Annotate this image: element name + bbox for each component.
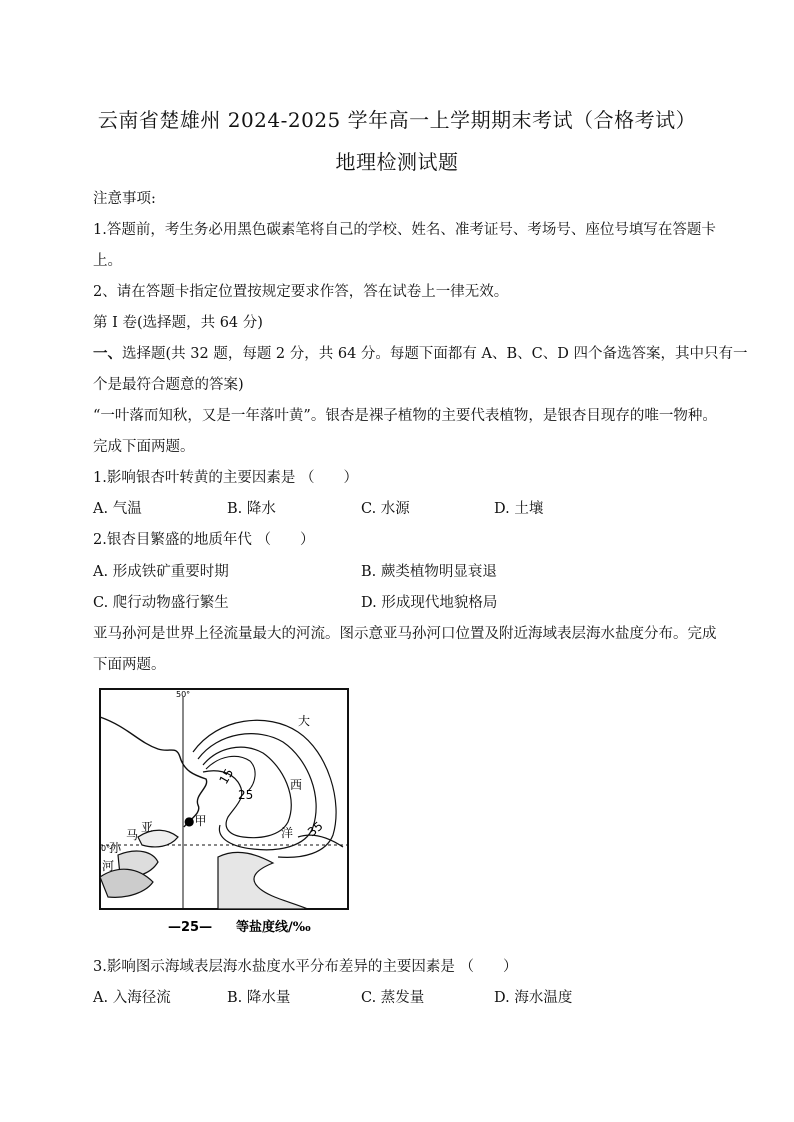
passage-2-line-1: 亚马孙河是世界上径流量最大的河流。图示意亚马孙河口位置及附近海域表层海水盐度分布。完成 [93,626,717,642]
passage-2-line-2: 下面两题。 [93,657,166,673]
isoline-label-35: 35 [304,818,326,840]
river-char-1: 亚 [141,820,154,834]
ocean-char-3: 洋 [281,826,294,840]
latitude-label: 0° [101,844,111,853]
point-jia: ●甲 [184,814,207,828]
question-3-option-d: D. 海水温度 [494,990,573,1006]
longitude-label: 50° [176,690,191,699]
legend-symbol: —25— [168,920,213,935]
notice-item-1-line-2: 上。 [93,253,122,269]
section-heading-text: 选择题(共 32 题，每题 2 分，共 64 分。每题下面都有 A、B、C、D 四个备选答案，其中只有一 [122,346,748,362]
question-2-option-a: A. 形成铁矿重要时期 [93,564,229,580]
ocean-char-2: 西 [290,778,303,792]
section-heading-line-1 [93,342,748,363]
ocean-char-1: 大 [298,714,311,728]
coastline-north [100,717,207,827]
question-2-option-c: C. 爬行动物盛行繁生 [93,595,229,611]
notice-item-2: 2、请在答题卡指定位置按规定要求作答，答在试卷上一律无效。 [93,284,509,300]
exam-title: 云南省楚雄州 2024-2025 学年高一上学期期末考试（合格考试） [97,108,697,132]
question-2-stem: 2.银杏目繁盛的地质年代 （ ） [93,532,315,548]
section-number: 一、 [93,345,122,362]
river-char-3: 孙 [109,841,122,855]
question-3-option-c: C. 蒸发量 [361,990,425,1006]
exam-subtitle: 地理检测试题 [335,150,459,174]
amazon-salinity-map [98,687,354,939]
coast-southeast [218,852,308,909]
question-2-option-d: D. 形成现代地貌格局 [361,595,498,611]
notice-item-1-line-1: 1.答题前，考生务必用黑色碳素笔将自己的学校、姓名、准考证号、考场号、座位号填写在答题卡 [93,222,716,238]
question-1-option-c: C. 水源 [361,501,410,517]
legend-text: 等盐度线/‰ [236,920,311,935]
passage-1-line-1: “一叶落而知秋，又是一年落叶黄”。银杏是裸子植物的主要代表植物，是银杏目现存的唯一物种。 [93,408,717,424]
isoline-label-15: 15 [216,766,237,787]
question-3-option-a: A. 入海径流 [93,990,171,1006]
isoline-label-25: 25 [238,788,254,802]
question-1-option-d: D. 土壤 [494,501,544,517]
question-3-stem: 3.影响图示海域表层海水盐度水平分布差异的主要因素是 （ ） [93,959,518,975]
question-1-option-b: B. 降水 [227,501,276,517]
part-heading: 第 I 卷(选择题，共 64 分) [93,315,263,331]
river-char-2: 马 [126,828,139,842]
question-3-option-b: B. 降水量 [227,990,291,1006]
section-heading-line-2: 个是最符合题意的答案) [93,377,244,393]
question-1-option-a: A. 气温 [93,501,142,517]
question-2-option-b: B. 蕨类植物明显衰退 [361,564,497,580]
notice-heading: 注意事项: [93,191,156,207]
river-char-4: 河 [102,859,115,873]
passage-1-line-2: 完成下面两题。 [93,439,195,455]
question-1-stem: 1.影响银杏叶转黄的主要因素是 （ ） [93,470,358,486]
